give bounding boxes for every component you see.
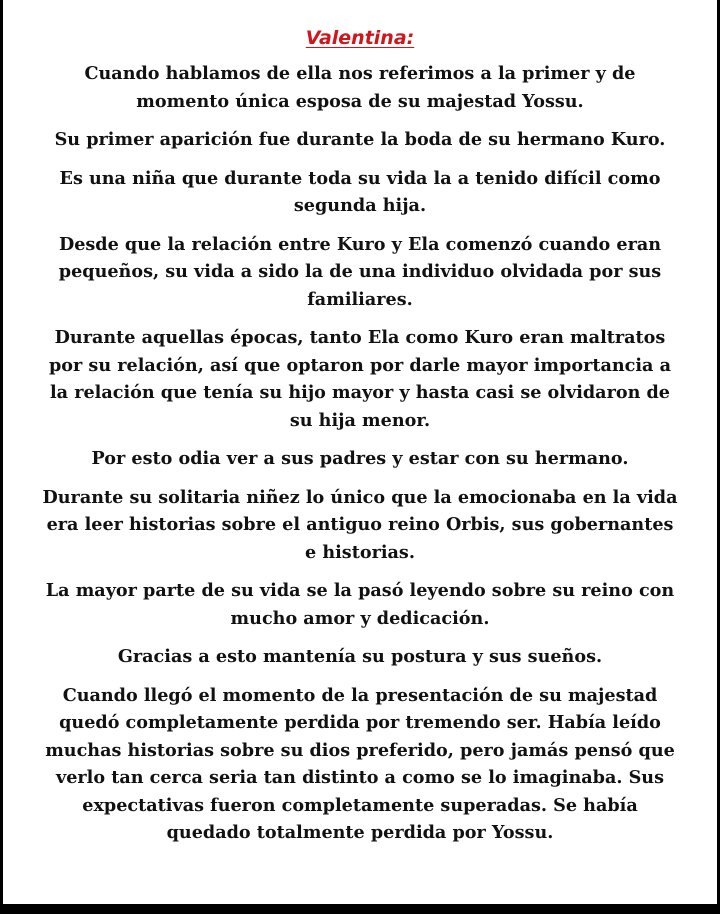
paragraph-6: Por esto odia ver a sus padres y estar con su hermano. <box>91 448 629 469</box>
paragraph-9: Gracias a esto mantenía su postura y sus sueños. <box>117 646 603 667</box>
paragraph-10: Cuando llegó el momento de la presentación de su majestad quedó completamente perdida por tremendo ser. Había leído muchas historias sobre su dios preferido, pero jamás pensó que verlo tan cerca seria tan distinto a como se lo imaginaba. Sus expectativas fueron completamente superadas. Se había quedado totalmente perdida por Yossu. <box>45 684 675 843</box>
paragraph-7: Durante su solitaria niñez lo único que la emocionaba en la vida era leer historias sobre el antiguo reino Orbis, sus gobernantes e historias. <box>42 486 678 563</box>
paragraph-4: Desde que la relación entre Kuro y Ela comenzó cuando eran pequeños, su vida a sido la de una individuo olvidada por sus familiares. <box>58 233 662 310</box>
paragraph-2: Su primer aparición fue durante la boda de su hermano Kuro. <box>54 129 666 150</box>
paragraph-3: Es una niña que durante toda su vida la a tenido difícil como segunda hija. <box>59 167 661 216</box>
document-title: Valentina: <box>305 27 415 49</box>
document-page <box>3 0 717 904</box>
paragraph-1: Cuando hablamos de ella nos referimos a la primer y de momento única esposa de su majestad Yossu. <box>84 63 636 112</box>
paragraph-8: La mayor parte de su vida se la pasó leyendo sobre su reino con mucho amor y dedicación. <box>45 580 675 629</box>
paragraph-5: Durante aquellas épocas, tanto Ela como Kuro eran maltratos por su relación, así que optaron por darle mayor importancia a la relación que tenía su hijo mayor y hasta casi se olvidaron de su hija menor. <box>48 327 671 431</box>
